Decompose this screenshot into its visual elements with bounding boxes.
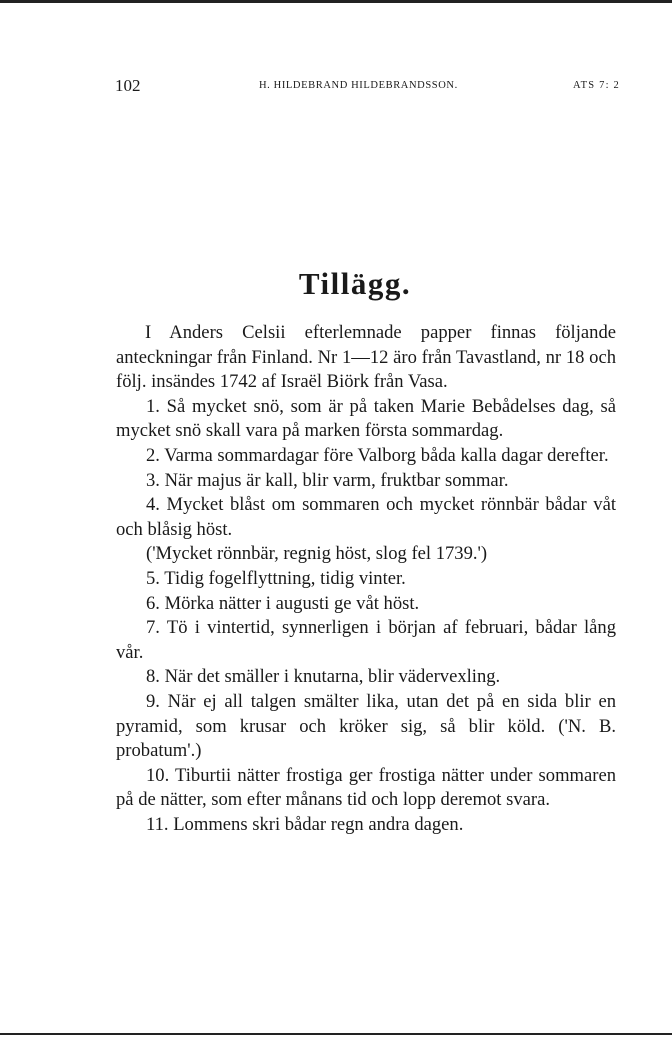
list-item-note: ('Mycket rönnbär, regnig höst, slog fel 1739.') bbox=[146, 543, 488, 565]
list-item: 6. Mörka nätter i augusti ge våt höst. bbox=[146, 592, 420, 614]
list-item: 10. Tiburtii nätter frostiga ger frostiga nätter under sommaren på de nätter, som efter månans tid och lopp deremot svara. bbox=[116, 764, 616, 811]
list-item: 8. När det smäller i knutarna, blir vädervexling. bbox=[146, 666, 501, 688]
list-item: 7. Tö i vintertid, synnerligen i början af februari, bådar lång vår. bbox=[116, 617, 616, 663]
section-title: Tillägg. bbox=[298, 266, 412, 301]
intro-paragraph: I Anders Celsii efterlemnade papper finnas följande anteckningar från Finland. Nr 1—12 äro från Tavastland, nr 18 och följ. insändes 1742 af Israël Biörk från Vasa. bbox=[116, 322, 616, 393]
journal-reference: ATS 7: 2 bbox=[573, 80, 620, 91]
list-item: 9. När ej all talgen smälter lika, utan det på en sida blir en pyramid, som krusar och kröker sig, så blir köld. ('N. B. probatum'.) bbox=[116, 690, 616, 762]
list-item: 3. När majus är kall, blir varm, fruktbar sommar. bbox=[146, 469, 509, 491]
list-item: 2. Varma sommardagar före Valborg båda kalla dagar derefter. bbox=[146, 444, 609, 466]
list-item: 11. Lommens skri bådar regn andra dagen. bbox=[146, 813, 464, 835]
running-title: H. HILDEBRAND HILDEBRANDSSON. bbox=[259, 80, 458, 91]
page-number: 102 bbox=[115, 76, 141, 95]
page-header bbox=[115, 76, 620, 96]
body-text bbox=[116, 321, 616, 837]
list-item: 4. Mycket blåst om sommaren och mycket rönnbär bådar våt och blåsig höst. bbox=[116, 494, 616, 540]
bottom-border bbox=[0, 1033, 672, 1035]
list-item: 5. Tidig fogelflyttning, tidig vinter. bbox=[146, 567, 406, 589]
list-item: 1. Så mycket snö, som är på taken Marie Bebådelses dag, så mycket snö skall vara på marken första sommardag. bbox=[116, 395, 616, 442]
top-border bbox=[0, 0, 672, 3]
